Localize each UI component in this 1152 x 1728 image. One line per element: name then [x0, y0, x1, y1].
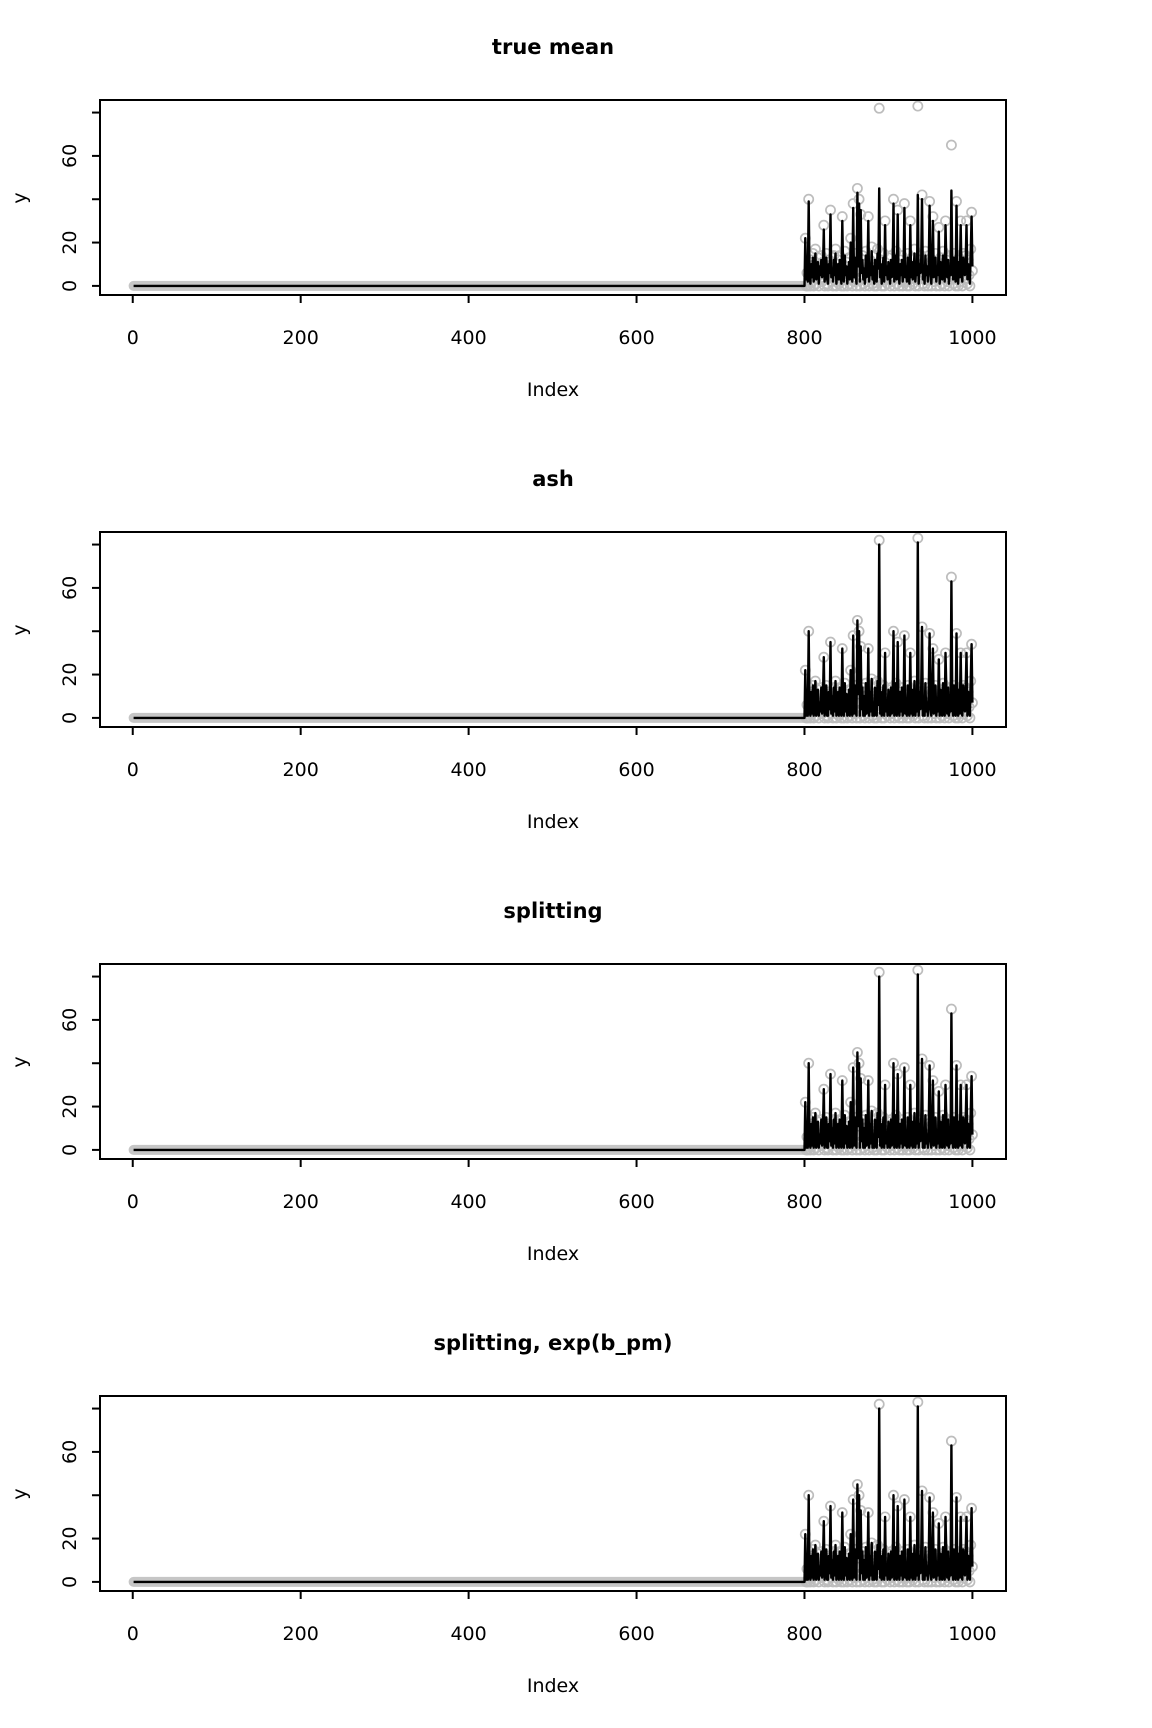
x-tick-label: 800	[786, 1191, 823, 1213]
y-tick-label: 60	[59, 143, 81, 168]
panel-splitting	[0, 864, 1152, 1296]
x-axis-label: Index	[526, 1675, 580, 1697]
x-tick-label: 1000	[948, 1623, 997, 1645]
y-tick-label: 0	[59, 1143, 81, 1156]
y-tick-label: 0	[59, 279, 81, 292]
x-tick-label: 200	[282, 759, 319, 781]
y-axis-label: y	[9, 192, 31, 204]
y-axis-label: y	[9, 1056, 31, 1068]
plot-svg-true-mean	[0, 0, 1152, 432]
mean-line	[134, 542, 973, 718]
plot-area	[59, 1396, 1006, 1645]
y-tick-label: 20	[59, 662, 81, 687]
panel-title: splitting, exp(b_pm)	[433, 1331, 673, 1355]
x-tick-label: 200	[282, 327, 319, 349]
x-tick-label: 0	[126, 1191, 139, 1213]
x-tick-label: 800	[786, 759, 823, 781]
plot-svg-ash	[0, 432, 1152, 864]
x-tick-label: 200	[282, 1191, 319, 1213]
x-axis-label: Index	[526, 379, 580, 401]
x-tick-label: 0	[126, 759, 139, 781]
panel-title: true mean	[491, 35, 615, 59]
x-tick-label: 600	[618, 1623, 655, 1645]
panel-title: splitting	[503, 899, 603, 923]
y-tick-label: 20	[59, 1526, 81, 1551]
plot-area	[59, 100, 1006, 349]
y-tick-label: 0	[59, 711, 81, 724]
x-tick-label: 800	[786, 327, 823, 349]
x-tick-label: 800	[786, 1623, 823, 1645]
y-axis-label: y	[9, 1488, 31, 1500]
x-axis-label: Index	[526, 1243, 580, 1265]
x-tick-label: 1000	[948, 327, 997, 349]
plot-area	[59, 964, 1006, 1213]
x-tick-label: 200	[282, 1623, 319, 1645]
panel-true-mean	[0, 0, 1152, 432]
y-tick-label: 60	[59, 1007, 81, 1032]
panel-title: ash	[532, 467, 574, 491]
x-tick-label: 600	[618, 327, 655, 349]
x-tick-label: 1000	[948, 1191, 997, 1213]
mean-line	[134, 974, 973, 1150]
mean-line	[134, 1406, 973, 1582]
x-tick-label: 400	[450, 327, 487, 349]
x-tick-label: 1000	[948, 759, 997, 781]
y-tick-label: 60	[59, 1439, 81, 1464]
x-axis-label: Index	[526, 811, 580, 833]
y-axis-label: y	[9, 624, 31, 636]
plot-svg-splitting-exp-b-pm	[0, 1296, 1152, 1728]
y-tick-label: 20	[59, 230, 81, 255]
x-tick-label: 0	[126, 327, 139, 349]
x-tick-label: 400	[450, 759, 487, 781]
panel-ash	[0, 432, 1152, 864]
plot-svg-splitting	[0, 864, 1152, 1296]
x-tick-label: 0	[126, 1623, 139, 1645]
plot-area	[59, 532, 1006, 781]
y-tick-label: 20	[59, 1094, 81, 1119]
x-tick-label: 600	[618, 759, 655, 781]
x-tick-label: 400	[450, 1623, 487, 1645]
y-tick-label: 60	[59, 575, 81, 600]
y-tick-label: 0	[59, 1575, 81, 1588]
x-tick-label: 400	[450, 1191, 487, 1213]
panel-splitting-exp-b-pm	[0, 1296, 1152, 1728]
x-tick-label: 600	[618, 1191, 655, 1213]
